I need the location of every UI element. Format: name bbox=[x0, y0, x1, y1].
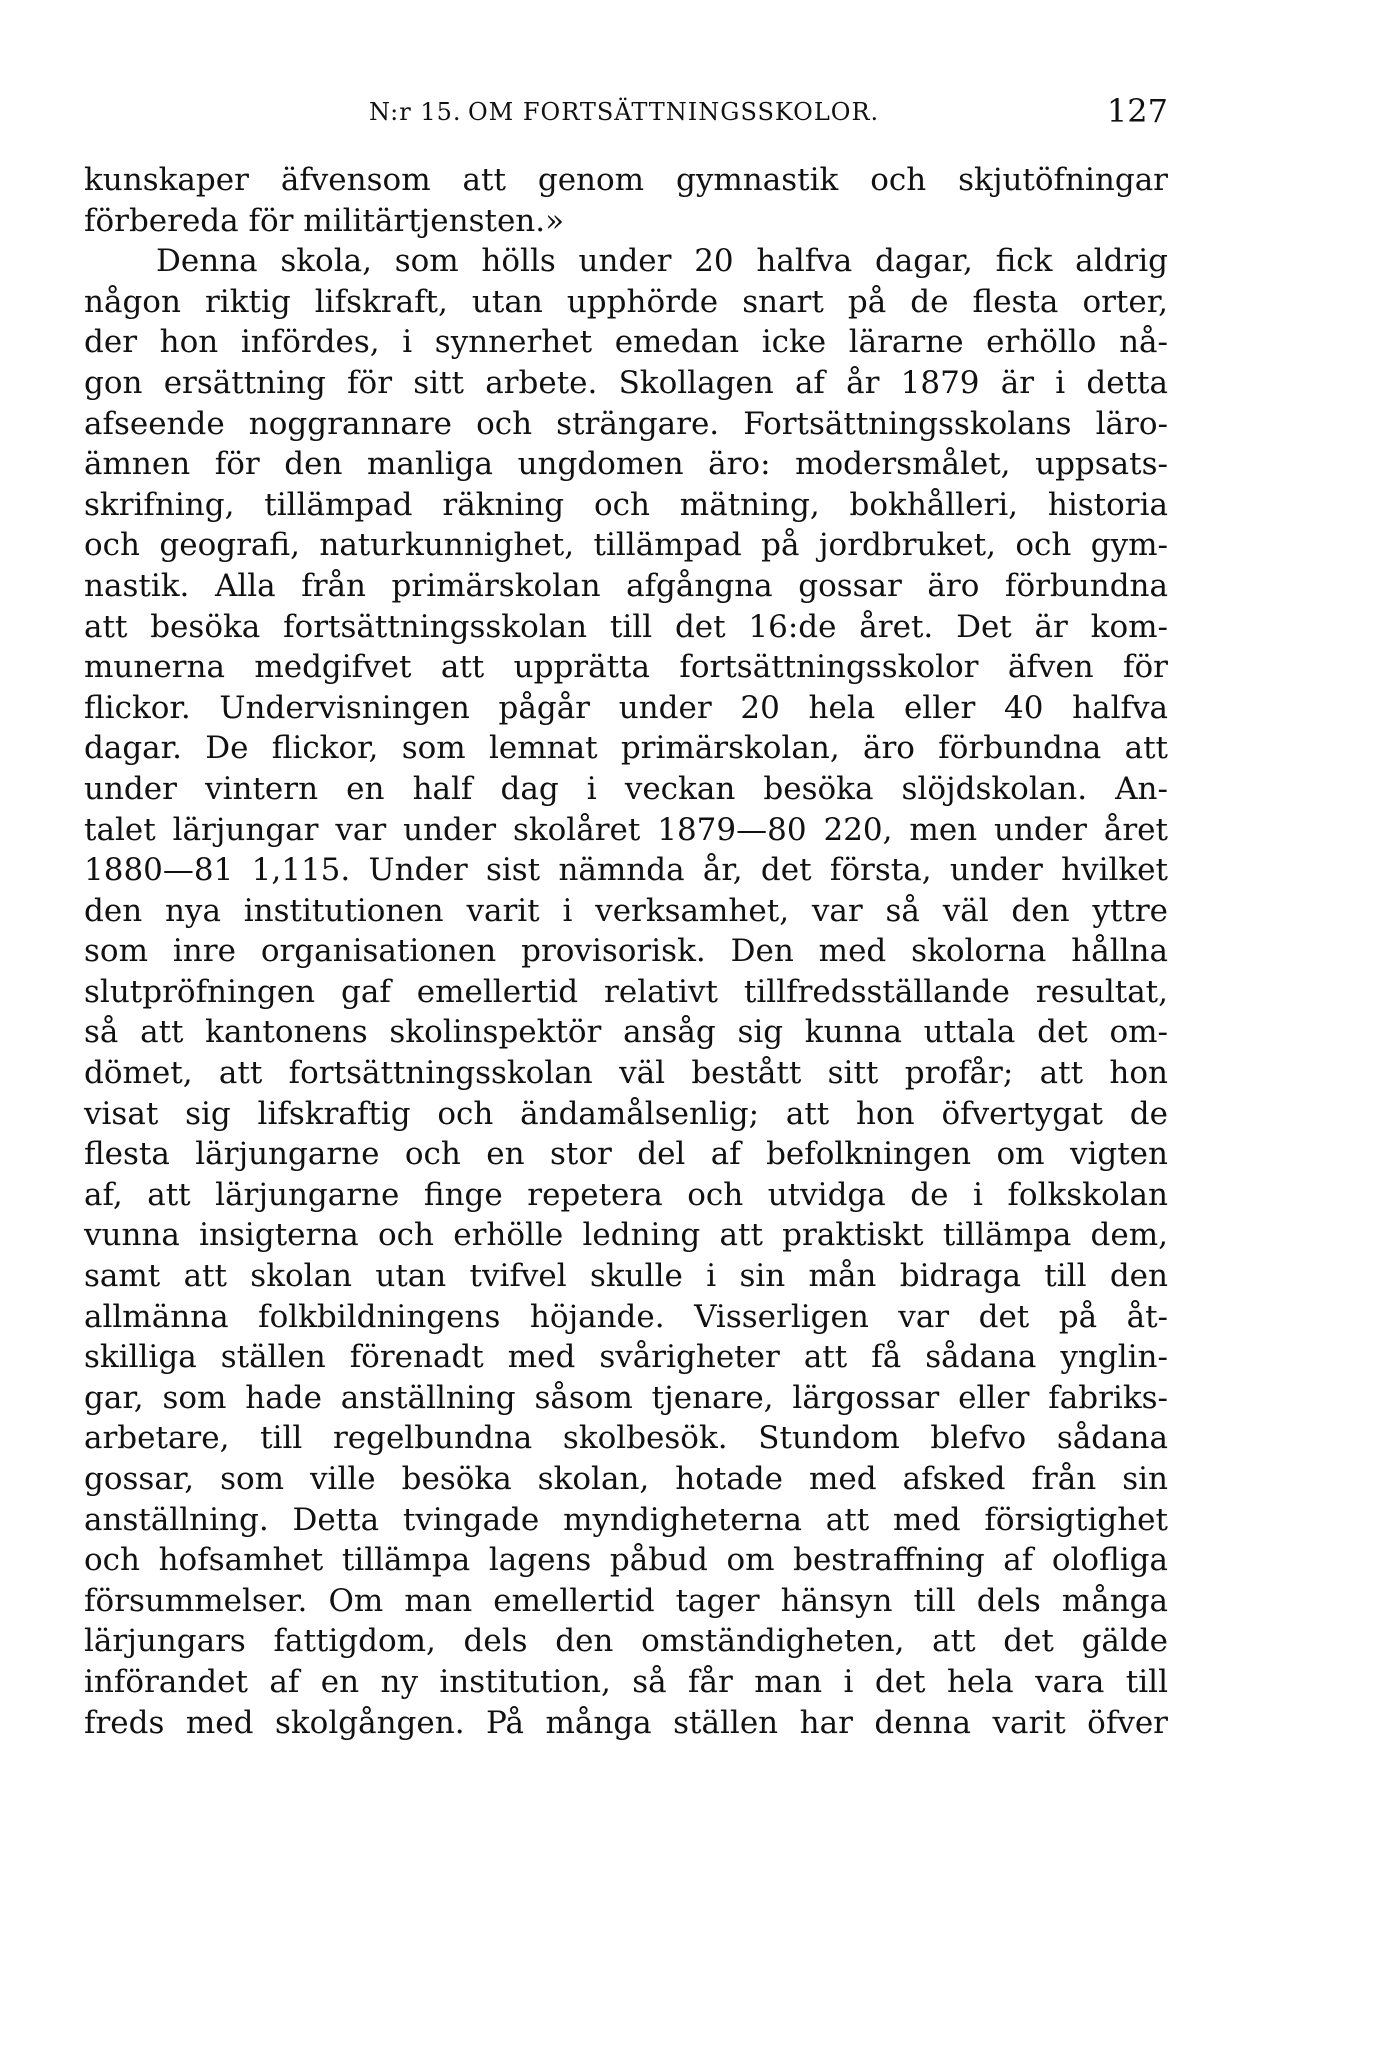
text-line: så att kantonens skolinspektör ansåg sig kunna uttala det om- bbox=[84, 1014, 1168, 1051]
text-line: ämnen för den manliga ungdomen äro: modersmålet, uppsats- bbox=[84, 446, 1168, 483]
text-line: skilliga ställen förenadt med svårigheter att få sådana ynglin- bbox=[84, 1339, 1168, 1376]
text-line: allmänna folkbildningens höjande. Visserligen var det på åt- bbox=[84, 1298, 1168, 1335]
body-text bbox=[84, 160, 1168, 1743]
text-line: dagar. De flickor, som lemnat primärskolan, äro förbundna att bbox=[84, 730, 1168, 767]
text-line: och geografi, naturkunnighet, tillämpad på jordbruket, och gym- bbox=[84, 527, 1168, 564]
text-line: vunna insigterna och erhölle ledning att praktiskt tillämpa dem, bbox=[84, 1217, 1168, 1254]
paragraph-start-line: Denna skola, som hölls under 20 halfva dagar, fick aldrig bbox=[156, 243, 1168, 280]
text-line: visat sig lifskraftig och ändamålsenlig; att hon öfvertygat de bbox=[84, 1095, 1168, 1132]
text-line: gar, som hade anställning såsom tjenare, lärgossar eller fabriks- bbox=[84, 1379, 1168, 1416]
text-line: införandet af en ny institution, så får man i det hela vara till bbox=[84, 1663, 1168, 1700]
text-line: försummelser. Om man emellertid tager hänsyn till dels många bbox=[84, 1582, 1168, 1619]
text-line: skrifning, tillämpad räkning och mätning, bokhålleri, historia bbox=[84, 486, 1168, 523]
text-line: och hofsamhet tillämpa lagens påbud om bestraffning af olofliga bbox=[84, 1542, 1168, 1579]
issue-number: N:r 15. bbox=[369, 98, 462, 126]
text-line: freds med skolgången. På många ställen har denna varit öfver bbox=[84, 1704, 1168, 1741]
running-header bbox=[84, 92, 1168, 136]
text-line: afseende noggrannare och strängare. Fortsättningsskolans läro- bbox=[84, 405, 1168, 442]
text-line: nastik. Alla från primärskolan afgångna gossar äro förbundna bbox=[84, 567, 1168, 604]
text-line: att besöka fortsättningsskolan till det 16:de året. Det är kom- bbox=[84, 608, 1168, 645]
text-line: flesta lärjungarne och en stor del af befolkningen om vigten bbox=[84, 1136, 1168, 1173]
text-line: under vintern en half dag i veckan besöka slöjdskolan. An- bbox=[84, 770, 1168, 807]
text-line: 1880—81 1,115. Under sist nämnda år, det första, under hvilket bbox=[84, 852, 1168, 889]
text-line: som inre organisationen provisorisk. Den med skolorna hållna bbox=[84, 933, 1168, 970]
page-number: 127 bbox=[1106, 92, 1168, 130]
text-line: slutpröfningen gaf emellertid relativt tillfredsställande resultat, bbox=[84, 973, 1168, 1010]
text-line: gossar, som ville besöka skolan, hotade med afsked från sin bbox=[84, 1461, 1168, 1497]
text-line: anställning. Detta tvingade myndigheterna att med försigtighet bbox=[84, 1501, 1168, 1538]
text-line: af, att lärjungarne finge repetera och utvidga de i folkskolan bbox=[84, 1176, 1168, 1213]
text-line: samt att skolan utan tvifvel skulle i sin mån bidraga till den bbox=[84, 1258, 1168, 1295]
text-line: der hon infördes, i synnerhet emedan icke lärarne erhöllo nå- bbox=[84, 324, 1168, 361]
text-line: munerna medgifvet att upprätta fortsättningsskolor äfven för bbox=[84, 649, 1168, 686]
chapter-title: OM FORTSÄTTNINGSSKOLOR. bbox=[468, 98, 880, 126]
text-line: förbereda för militärtjensten.» bbox=[84, 202, 565, 239]
text-line: kunskaper äfvensom att genom gymnastik och skjutöfningar bbox=[84, 162, 1168, 198]
text-line: den nya institutionen varit i verksamhet, var så väl den yttre bbox=[84, 892, 1168, 929]
text-line: talet lärjungar var under skolåret 1879—80 220, men under året bbox=[84, 811, 1168, 848]
text-line: gon ersättning för sitt arbete. Skollagen af år 1879 är i detta bbox=[84, 364, 1168, 401]
text-line: någon riktig lifskraft, utan upphörde snart på de flesta orter, bbox=[84, 283, 1168, 320]
text-line: lärjungars fattigdom, dels den omständigheten, att det gälde bbox=[84, 1623, 1168, 1660]
text-line: arbetare, till regelbundna skolbesök. Stundom blefvo sådana bbox=[84, 1420, 1168, 1457]
text-line: dömet, att fortsättningsskolan väl bestått sitt profår; att hon bbox=[84, 1055, 1168, 1092]
text-line: flickor. Undervisningen pågår under 20 hela eller 40 halfva bbox=[84, 689, 1168, 726]
